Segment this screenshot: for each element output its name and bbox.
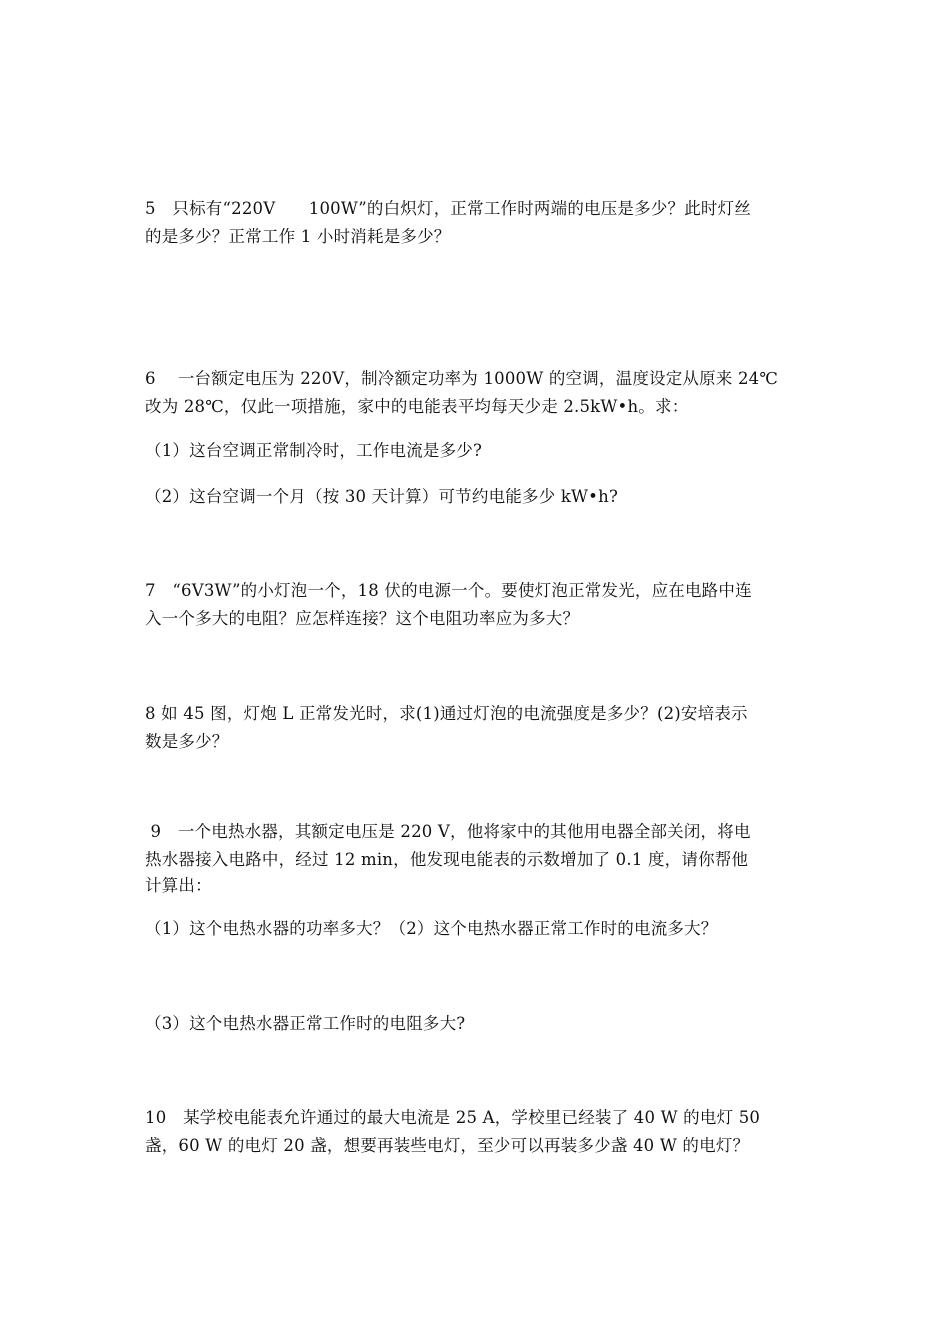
question-8-line-2: 数是多少？: [145, 732, 229, 751]
question-5-line-2: 的是多少？正常工作 1 小时消耗是多少？: [145, 227, 451, 246]
question-9-sub-3: （3）这个电热水器正常工作时的电阻多大?: [145, 1014, 466, 1033]
question-7-line-2: 入一个多大的电阻？应怎样连接？这个电阻功率应为多大？: [145, 609, 580, 628]
question-5-line-1: 5 只标有“220V 100W”的白炽灯，正常工作时两端的电压是多少？此时灯丝: [145, 199, 752, 218]
question-9-line-3: 计算出：: [145, 876, 212, 895]
question-9-line-1: 9 一个电热水器，其额定电压是 220 V，他将家中的其他用电器全部关闭，将电: [145, 822, 751, 841]
question-10-line-2: 盏，60 W 的电灯 20 盏，想要再装些电灯，至少可以再装多少盏 40 W 的电灯？: [145, 1136, 750, 1155]
question-6-line-2: 改为 28℃，仅此一项措施，家中的电能表平均每天少走 2.5kW•h。求：: [145, 397, 689, 416]
question-8-line-1: 8 如 45 图，灯炮 L 正常发光时，求(1)通过灯泡的电流强度是多少？(2)安培表示: [145, 704, 748, 723]
question-10-line-1: 10 某学校电能表允许通过的最大电流是 25 A，学校里已经装了 40 W 的电灯 50: [145, 1108, 761, 1127]
question-6-sub-1: （1）这台空调正常制冷时，工作电流是多少?: [145, 441, 483, 460]
question-6-sub-2: （2）这台空调一个月（按 30 天计算）可节约电能多少 kW•h?: [145, 487, 618, 506]
question-7-line-1: 7 “6V3W”的小灯泡一个，18 伏的电源一个。要使灯泡正常发光，应在电路中连: [145, 581, 752, 600]
question-9-line-2: 热水器接入电路中，经过 12 min，他发现电能表的示数增加了 0.1 度，请你帮他: [145, 850, 749, 869]
question-6-line-1: 6 一台额定电压为 220V，制冷额定功率为 1000W 的空调，温度设定从原来 24℃: [145, 369, 779, 388]
question-9-sub-1-2: （1）这个电热水器的功率多大？（2）这个电热水器正常工作时的电流多大？: [145, 919, 718, 938]
